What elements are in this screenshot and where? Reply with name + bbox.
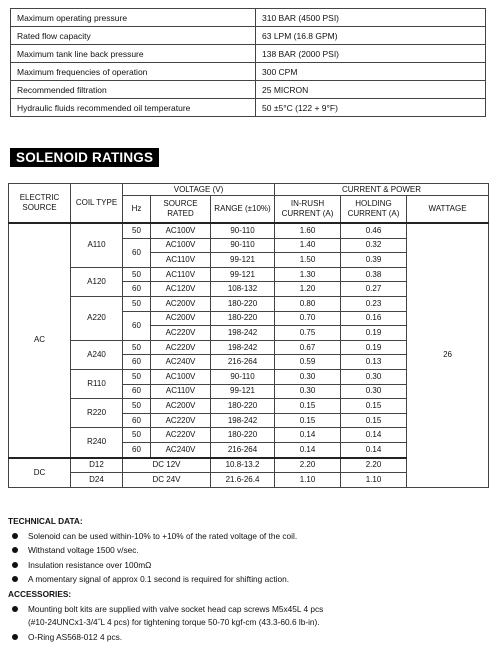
inrush-cell: 0.67 (275, 340, 341, 355)
header-electric-source: ELECTRIC SOURCE (9, 184, 71, 224)
hz-cell: 50 (123, 340, 151, 355)
holding-cell: 1.10 (341, 473, 407, 488)
spec-row (11, 45, 486, 63)
rated-cell: AC200V (151, 311, 211, 326)
rated-cell: AC120V (151, 282, 211, 297)
inrush-cell: 0.30 (275, 369, 341, 384)
header-coil-type: COIL TYPE (71, 184, 123, 224)
holding-cell: 0.13 (341, 355, 407, 370)
hz-cell: 60 (123, 282, 151, 297)
wattage-cell: 26 (407, 223, 489, 487)
solenoid-ratings-table (8, 183, 489, 488)
inrush-cell: 1.10 (275, 473, 341, 488)
hz-cell: 60 (123, 442, 151, 457)
hz-cell: 60 (123, 311, 151, 340)
list-item-text: Mounting bolt kits are supplied with valve socket head cap screws M5x45L 4 pcs (28, 604, 324, 614)
holding-cell: 0.38 (341, 267, 407, 282)
table-row (9, 223, 489, 238)
spec-row (11, 9, 486, 27)
range-cell: 99-121 (211, 384, 275, 399)
list-item (8, 601, 488, 630)
ratings-body (9, 223, 489, 487)
rated-cell: AC220V (151, 326, 211, 341)
holding-cell: 0.39 (341, 253, 407, 268)
holding-cell: 0.14 (341, 442, 407, 457)
spec-value: 63 LPM (16.8 GPM) (256, 27, 486, 45)
solenoid-ratings-heading: SOLENOID RATINGS (10, 148, 159, 167)
rated-cell: AC220V (151, 413, 211, 428)
header-range: RANGE (±10%) (211, 196, 275, 224)
technical-data-title: TECHNICAL DATA: (8, 516, 83, 526)
range-cell: 21.6-26.4 (211, 473, 275, 488)
electric-source-cell: DC (9, 458, 71, 488)
hz-cell: 50 (123, 223, 151, 238)
holding-cell: 0.46 (341, 223, 407, 238)
range-cell: 90-110 (211, 223, 275, 238)
coil-type-cell: R220 (71, 399, 123, 428)
rated-cell: AC110V (151, 267, 211, 282)
range-cell: 180-220 (211, 399, 275, 414)
hz-cell: 60 (123, 355, 151, 370)
bullet-icon (12, 562, 18, 568)
bullet-icon (12, 533, 18, 539)
header-holding-current: HOLDING CURRENT (A) (341, 196, 407, 224)
rated-cell: AC100V (151, 369, 211, 384)
spec-label: Rated flow capacity (11, 27, 256, 45)
range-cell: 10.8-13.2 (211, 458, 275, 473)
coil-type-cell: A120 (71, 267, 123, 296)
notes-section (8, 514, 488, 645)
range-cell: 198-242 (211, 340, 275, 355)
technical-data-list (8, 529, 488, 587)
rated-cell: AC240V (151, 355, 211, 370)
rated-cell: DC 24V (123, 473, 211, 488)
coil-type-cell: R110 (71, 369, 123, 398)
holding-cell: 0.23 (341, 296, 407, 311)
list-item (8, 529, 488, 544)
bullet-icon (12, 576, 18, 582)
specifications-table (10, 8, 486, 117)
spec-row (11, 81, 486, 99)
list-item (8, 572, 488, 587)
inrush-cell: 0.59 (275, 355, 341, 370)
spec-row (11, 27, 486, 45)
hz-cell: 50 (123, 399, 151, 414)
rated-cell: DC 12V (123, 458, 211, 473)
hz-cell: 60 (123, 238, 151, 267)
hz-cell: 60 (123, 384, 151, 399)
holding-cell: 0.15 (341, 399, 407, 414)
rated-cell: AC110V (151, 384, 211, 399)
list-item-text: A momentary signal of approx 0.1 second is required for shifting action. (28, 574, 290, 584)
inrush-cell: 0.14 (275, 442, 341, 457)
range-cell: 198-242 (211, 326, 275, 341)
holding-cell: 0.16 (341, 311, 407, 326)
inrush-cell: 0.14 (275, 428, 341, 443)
list-item-text: Solenoid can be used within-10% to +10% of the rated voltage of the coil. (28, 530, 298, 541)
rated-cell: AC200V (151, 296, 211, 311)
inrush-cell: 2.20 (275, 458, 341, 473)
holding-cell: 0.14 (341, 428, 407, 443)
range-cell: 198-242 (211, 413, 275, 428)
inrush-cell: 0.75 (275, 326, 341, 341)
inrush-cell: 1.50 (275, 253, 341, 268)
inrush-cell: 0.80 (275, 296, 341, 311)
list-item (8, 630, 488, 645)
electric-source-cell: AC (9, 223, 71, 458)
inrush-cell: 0.30 (275, 384, 341, 399)
list-item-text: Withstand voltage 1500 v/sec. (28, 545, 139, 555)
spec-value: 300 CPM (256, 63, 486, 81)
spec-value: 310 BAR (4500 PSI) (256, 9, 486, 27)
holding-cell: 0.32 (341, 238, 407, 253)
spec-label: Hydraulic fluids recommended oil temperature (11, 99, 256, 117)
range-cell: 108-132 (211, 282, 275, 297)
coil-type-cell: A240 (71, 340, 123, 369)
rated-cell: AC100V (151, 238, 211, 253)
accessories-list (8, 601, 488, 645)
holding-cell: 0.19 (341, 340, 407, 355)
rated-cell: AC220V (151, 340, 211, 355)
spec-label: Maximum frequencies of operation (11, 63, 256, 81)
list-item-text: Insulation resistance over 100mΩ (28, 559, 152, 570)
bullet-icon (12, 634, 18, 640)
hz-cell: 50 (123, 369, 151, 384)
coil-type-cell: A110 (71, 223, 123, 267)
range-cell: 180-220 (211, 428, 275, 443)
coil-type-cell: D24 (71, 473, 123, 488)
range-cell: 216-264 (211, 355, 275, 370)
holding-cell: 0.15 (341, 413, 407, 428)
header-source-rated: SOURCE RATED (151, 196, 211, 224)
hz-cell: 50 (123, 296, 151, 311)
inrush-cell: 0.70 (275, 311, 341, 326)
range-cell: 99-121 (211, 253, 275, 268)
coil-type-cell: A220 (71, 296, 123, 340)
inrush-cell: 1.30 (275, 267, 341, 282)
inrush-cell: 0.15 (275, 399, 341, 414)
rated-cell: AC220V (151, 428, 211, 443)
list-item-text-continued: (#10-24UNCx1-3/4˝L 4 pcs) for tightening torque 50-70 kgf-cm (43.3-60.6 lb-in). (28, 617, 320, 627)
accessories-title: ACCESSORIES: (8, 588, 72, 599)
inrush-cell: 1.20 (275, 282, 341, 297)
header-inrush-current: IN-RUSH CURRENT (A) (275, 196, 341, 224)
inrush-cell: 1.40 (275, 238, 341, 253)
bullet-icon (12, 547, 18, 553)
header-voltage: VOLTAGE (V) (123, 184, 275, 196)
spec-label: Maximum tank line back pressure (11, 45, 256, 63)
hz-cell: 60 (123, 413, 151, 428)
range-cell: 180-220 (211, 311, 275, 326)
rated-cell: AC240V (151, 442, 211, 457)
spec-value: 50 ±5°C (122 + 9°F) (256, 99, 486, 117)
bullet-icon (12, 606, 18, 612)
range-cell: 90-110 (211, 369, 275, 384)
coil-type-cell: R240 (71, 428, 123, 458)
coil-type-cell: D12 (71, 458, 123, 473)
holding-cell: 2.20 (341, 458, 407, 473)
hz-cell: 50 (123, 267, 151, 282)
spec-row (11, 63, 486, 81)
list-item (8, 558, 488, 573)
rated-cell: AC100V (151, 223, 211, 238)
spec-row (11, 99, 486, 117)
header-wattage: WATTAGE (407, 196, 489, 224)
rated-cell: AC200V (151, 399, 211, 414)
list-item (8, 543, 488, 558)
holding-cell: 0.30 (341, 384, 407, 399)
rated-cell: AC110V (151, 253, 211, 268)
holding-cell: 0.30 (341, 369, 407, 384)
range-cell: 99-121 (211, 267, 275, 282)
spec-label: Recommended filtration (11, 81, 256, 99)
spec-value: 138 BAR (2000 PSI) (256, 45, 486, 63)
header-current-power: CURRENT & POWER (275, 184, 489, 196)
spec-label: Maximum operating pressure (11, 9, 256, 27)
inrush-cell: 1.60 (275, 223, 341, 238)
range-cell: 180-220 (211, 296, 275, 311)
list-item-text: O-Ring AS568-012 4 pcs. (28, 632, 123, 642)
spec-value: 25 MICRON (256, 81, 486, 99)
holding-cell: 0.27 (341, 282, 407, 297)
holding-cell: 0.19 (341, 326, 407, 341)
hz-cell: 50 (123, 428, 151, 443)
header-hz: Hz (123, 196, 151, 224)
inrush-cell: 0.15 (275, 413, 341, 428)
range-cell: 216-264 (211, 442, 275, 457)
range-cell: 90-110 (211, 238, 275, 253)
